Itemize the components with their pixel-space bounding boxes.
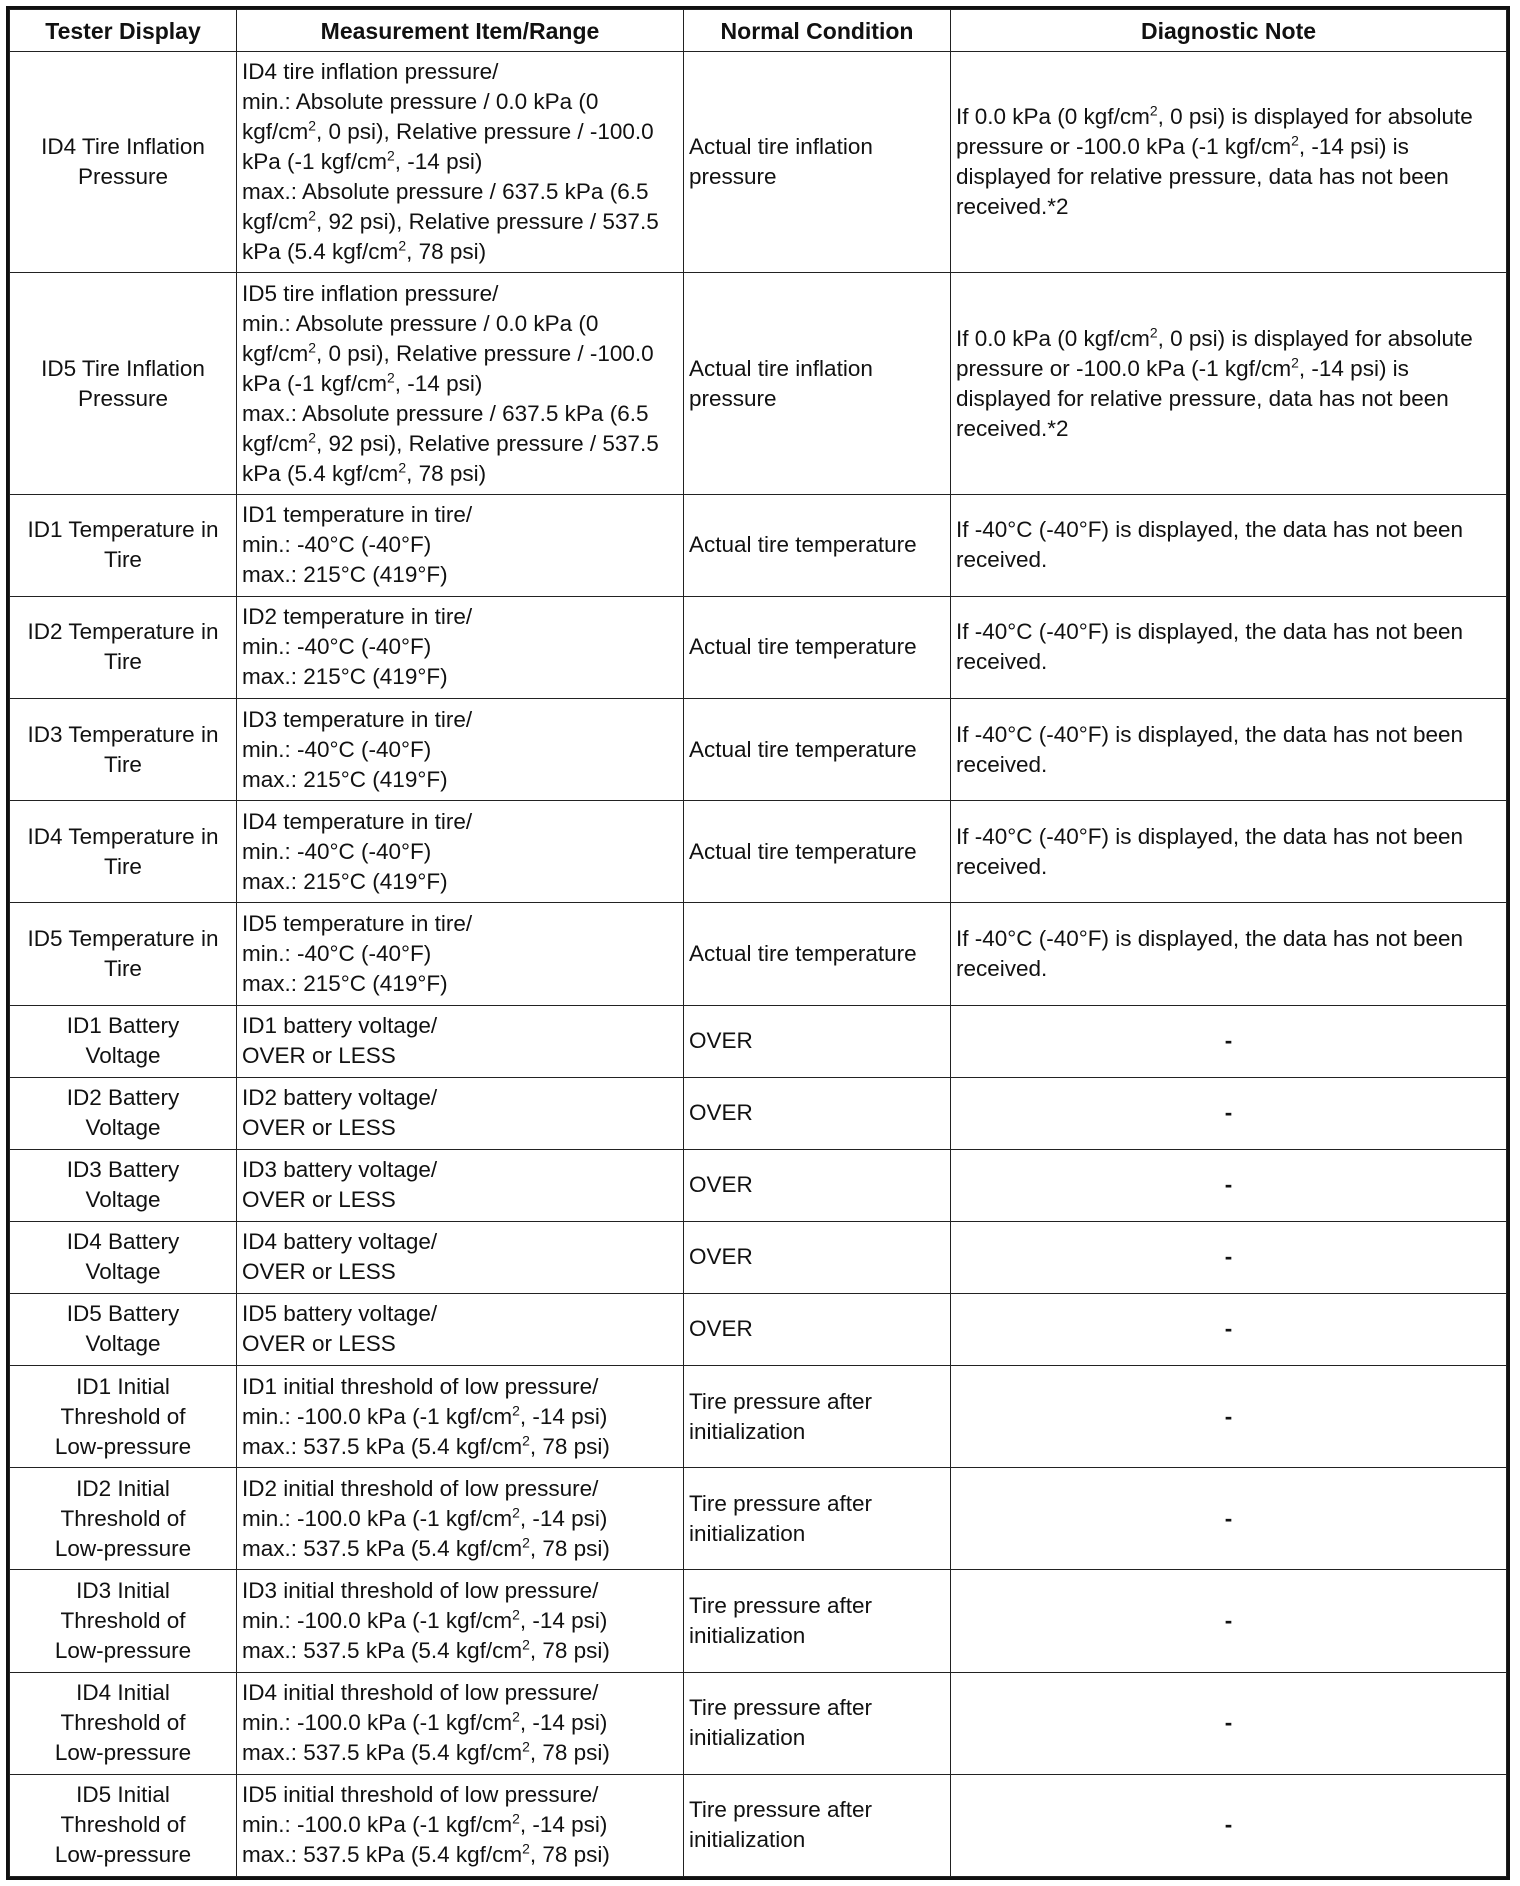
diagnostic-note-cell: - <box>951 1149 1507 1221</box>
measurement-range-cell: ID3 initial threshold of low pressure/ min.: -100.0 kPa (-1 kgf/$cm^2$, -14 psi) max.: 537.5 kPa (5.4 kgf/$cm^2$, 78 psi) <box>237 1570 684 1672</box>
measurement-range-cell: ID5 initial threshold of low pressure/ min.: -100.0 kPa (-1 kgf/$cm^2$, -14 psi) max.: 537.5 kPa (5.4 kgf/$cm^2$, 78 psi) <box>237 1774 684 1876</box>
normal-condition-cell: OVER <box>684 1077 951 1149</box>
tester-display-cell: ID4 Initial Threshold of Low-pressure <box>10 1672 237 1774</box>
normal-condition-cell: Actual tire temperature <box>684 699 951 801</box>
measurement-range-cell: ID4 tire inflation pressure/ min.: Absolute pressure / 0.0 kPa (0 kgf/$cm^2$, 0 psi), Relative pressure / -100.0 kPa (-1 kgf/$cm^2$, -14 psi) max.: Absolute pressure / 637.5 kPa (6.5 kgf/$cm^2$, 92 psi), Relative pressure / 537.5 kPa (5.4 kgf/$cm^2$, 78 psi) <box>237 52 684 273</box>
diagnostic-note-cell: - <box>951 1366 1507 1468</box>
measurement-range-cell: ID1 temperature in tire/ min.: -40°C (-40°F) max.: 215°C (419°F) <box>237 494 684 596</box>
diagnostic-note-cell: - <box>951 1005 1507 1077</box>
tester-display-cell: ID5 Battery Voltage <box>10 1293 237 1365</box>
diagnostic-note-cell: If -40°C (-40°F) is displayed, the data has not been received. <box>951 801 1507 903</box>
header-diagnostic-note: Diagnostic Note <box>951 10 1507 52</box>
table-row <box>10 596 1507 698</box>
measurement-range-cell: ID4 initial threshold of low pressure/ min.: -100.0 kPa (-1 kgf/$cm^2$, -14 psi) max.: 537.5 kPa (5.4 kgf/$cm^2$, 78 psi) <box>237 1672 684 1774</box>
tester-display-cell: ID1 Temperature in Tire <box>10 494 237 596</box>
table-row <box>10 1293 1507 1365</box>
measurement-range-cell: ID5 temperature in tire/ min.: -40°C (-40°F) max.: 215°C (419°F) <box>237 903 684 1005</box>
normal-condition-cell: Actual tire temperature <box>684 801 951 903</box>
table-row <box>10 273 1507 494</box>
measurement-range-cell: ID4 battery voltage/ OVER or LESS <box>237 1221 684 1293</box>
diagnostic-note-cell: If 0.0 kPa (0 kgf/$cm^2$, 0 psi) is displayed for absolute pressure or -100.0 kPa (-1 kgf/$cm^2$, -14 psi) is displayed for relative pressure, data has not been received.*2 <box>951 52 1507 273</box>
table-row <box>10 1221 1507 1293</box>
tester-display-cell: ID2 Temperature in Tire <box>10 596 237 698</box>
normal-condition-cell: Tire pressure after initialization <box>684 1672 951 1774</box>
diagnostic-note-cell: - <box>951 1221 1507 1293</box>
tester-display-cell: ID4 Tire Inflation Pressure <box>10 52 237 273</box>
header-measurement-item: Measurement Item/Range <box>237 10 684 52</box>
measurement-range-cell: ID5 tire inflation pressure/ min.: Absolute pressure / 0.0 kPa (0 kgf/$cm^2$, 0 psi), Relative pressure / -100.0 kPa (-1 kgf/$cm^2$, -14 psi) max.: Absolute pressure / 637.5 kPa (6.5 kgf/$cm^2$, 92 psi), Relative pressure / 537.5 kPa (5.4 kgf/$cm^2$, 78 psi) <box>237 273 684 494</box>
table-row <box>10 1570 1507 1672</box>
table-row <box>10 801 1507 903</box>
table-row <box>10 1077 1507 1149</box>
header-normal-condition: Normal Condition <box>684 10 951 52</box>
measurement-range-cell: ID2 temperature in tire/ min.: -40°C (-40°F) max.: 215°C (419°F) <box>237 596 684 698</box>
diagnostic-note-cell: If 0.0 kPa (0 kgf/$cm^2$, 0 psi) is displayed for absolute pressure or -100.0 kPa (-1 kgf/$cm^2$, -14 psi) is displayed for relative pressure, data has not been received.*2 <box>951 273 1507 494</box>
measurement-range-cell: ID3 temperature in tire/ min.: -40°C (-40°F) max.: 215°C (419°F) <box>237 699 684 801</box>
tester-display-cell: ID4 Temperature in Tire <box>10 801 237 903</box>
table-row <box>10 699 1507 801</box>
table-row <box>10 1149 1507 1221</box>
tester-display-cell: ID2 Battery Voltage <box>10 1077 237 1149</box>
diagnostic-note-cell: If -40°C (-40°F) is displayed, the data has not been received. <box>951 596 1507 698</box>
measurement-range-cell: ID4 temperature in tire/ min.: -40°C (-40°F) max.: 215°C (419°F) <box>237 801 684 903</box>
tester-display-cell: ID4 Battery Voltage <box>10 1221 237 1293</box>
diagnostic-note-cell: - <box>951 1774 1507 1876</box>
tester-display-cell: ID5 Initial Threshold of Low-pressure <box>10 1774 237 1876</box>
table-row <box>10 1672 1507 1774</box>
table-row <box>10 1774 1507 1876</box>
tester-display-cell: ID5 Temperature in Tire <box>10 903 237 1005</box>
normal-condition-cell: Actual tire temperature <box>684 494 951 596</box>
diagnostic-note-cell: - <box>951 1468 1507 1570</box>
measurement-range-cell: ID1 initial threshold of low pressure/ min.: -100.0 kPa (-1 kgf/$cm^2$, -14 psi) max.: 537.5 kPa (5.4 kgf/$cm^2$, 78 psi) <box>237 1366 684 1468</box>
normal-condition-cell: Tire pressure after initialization <box>684 1570 951 1672</box>
diagnostic-note-cell: If -40°C (-40°F) is displayed, the data has not been received. <box>951 699 1507 801</box>
tester-display-cell: ID5 Tire Inflation Pressure <box>10 273 237 494</box>
diagnostic-note-cell: - <box>951 1293 1507 1365</box>
normal-condition-cell: Actual tire temperature <box>684 903 951 1005</box>
measurement-range-cell: ID1 battery voltage/ OVER or LESS <box>237 1005 684 1077</box>
diagnostic-note-cell: - <box>951 1672 1507 1774</box>
table-row <box>10 52 1507 273</box>
table-row <box>10 903 1507 1005</box>
normal-condition-cell: Tire pressure after initialization <box>684 1366 951 1468</box>
normal-condition-cell: Actual tire temperature <box>684 596 951 698</box>
measurement-range-cell: ID2 initial threshold of low pressure/ min.: -100.0 kPa (-1 kgf/$cm^2$, -14 psi) max.: 537.5 kPa (5.4 kgf/$cm^2$, 78 psi) <box>237 1468 684 1570</box>
diagnostic-note-cell: If -40°C (-40°F) is displayed, the data has not been received. <box>951 494 1507 596</box>
measurement-range-cell: ID3 battery voltage/ OVER or LESS <box>237 1149 684 1221</box>
normal-condition-cell: Tire pressure after initialization <box>684 1774 951 1876</box>
diagnostic-note-cell: - <box>951 1570 1507 1672</box>
data-list-table <box>9 9 1507 1877</box>
tester-display-cell: ID1 Battery Voltage <box>10 1005 237 1077</box>
normal-condition-cell: OVER <box>684 1221 951 1293</box>
table-header-row <box>10 10 1507 52</box>
measurement-range-cell: ID5 battery voltage/ OVER or LESS <box>237 1293 684 1365</box>
header-tester-display: Tester Display <box>10 10 237 52</box>
table-row <box>10 1468 1507 1570</box>
normal-condition-cell: Actual tire inflation pressure <box>684 273 951 494</box>
normal-condition-cell: Tire pressure after initialization <box>684 1468 951 1570</box>
data-list-table-frame <box>6 6 1510 1880</box>
diagnostic-note-cell: - <box>951 1077 1507 1149</box>
table-row <box>10 494 1507 596</box>
tester-display-cell: ID3 Battery Voltage <box>10 1149 237 1221</box>
tester-display-cell: ID2 Initial Threshold of Low-pressure <box>10 1468 237 1570</box>
table-row <box>10 1366 1507 1468</box>
normal-condition-cell: OVER <box>684 1005 951 1077</box>
normal-condition-cell: OVER <box>684 1293 951 1365</box>
diagnostic-note-cell: If -40°C (-40°F) is displayed, the data has not been received. <box>951 903 1507 1005</box>
tester-display-cell: ID3 Temperature in Tire <box>10 699 237 801</box>
normal-condition-cell: Actual tire inflation pressure <box>684 52 951 273</box>
tester-display-cell: ID1 Initial Threshold of Low-pressure <box>10 1366 237 1468</box>
measurement-range-cell: ID2 battery voltage/ OVER or LESS <box>237 1077 684 1149</box>
table-row <box>10 1005 1507 1077</box>
normal-condition-cell: OVER <box>684 1149 951 1221</box>
table-body <box>10 52 1507 1877</box>
tester-display-cell: ID3 Initial Threshold of Low-pressure <box>10 1570 237 1672</box>
